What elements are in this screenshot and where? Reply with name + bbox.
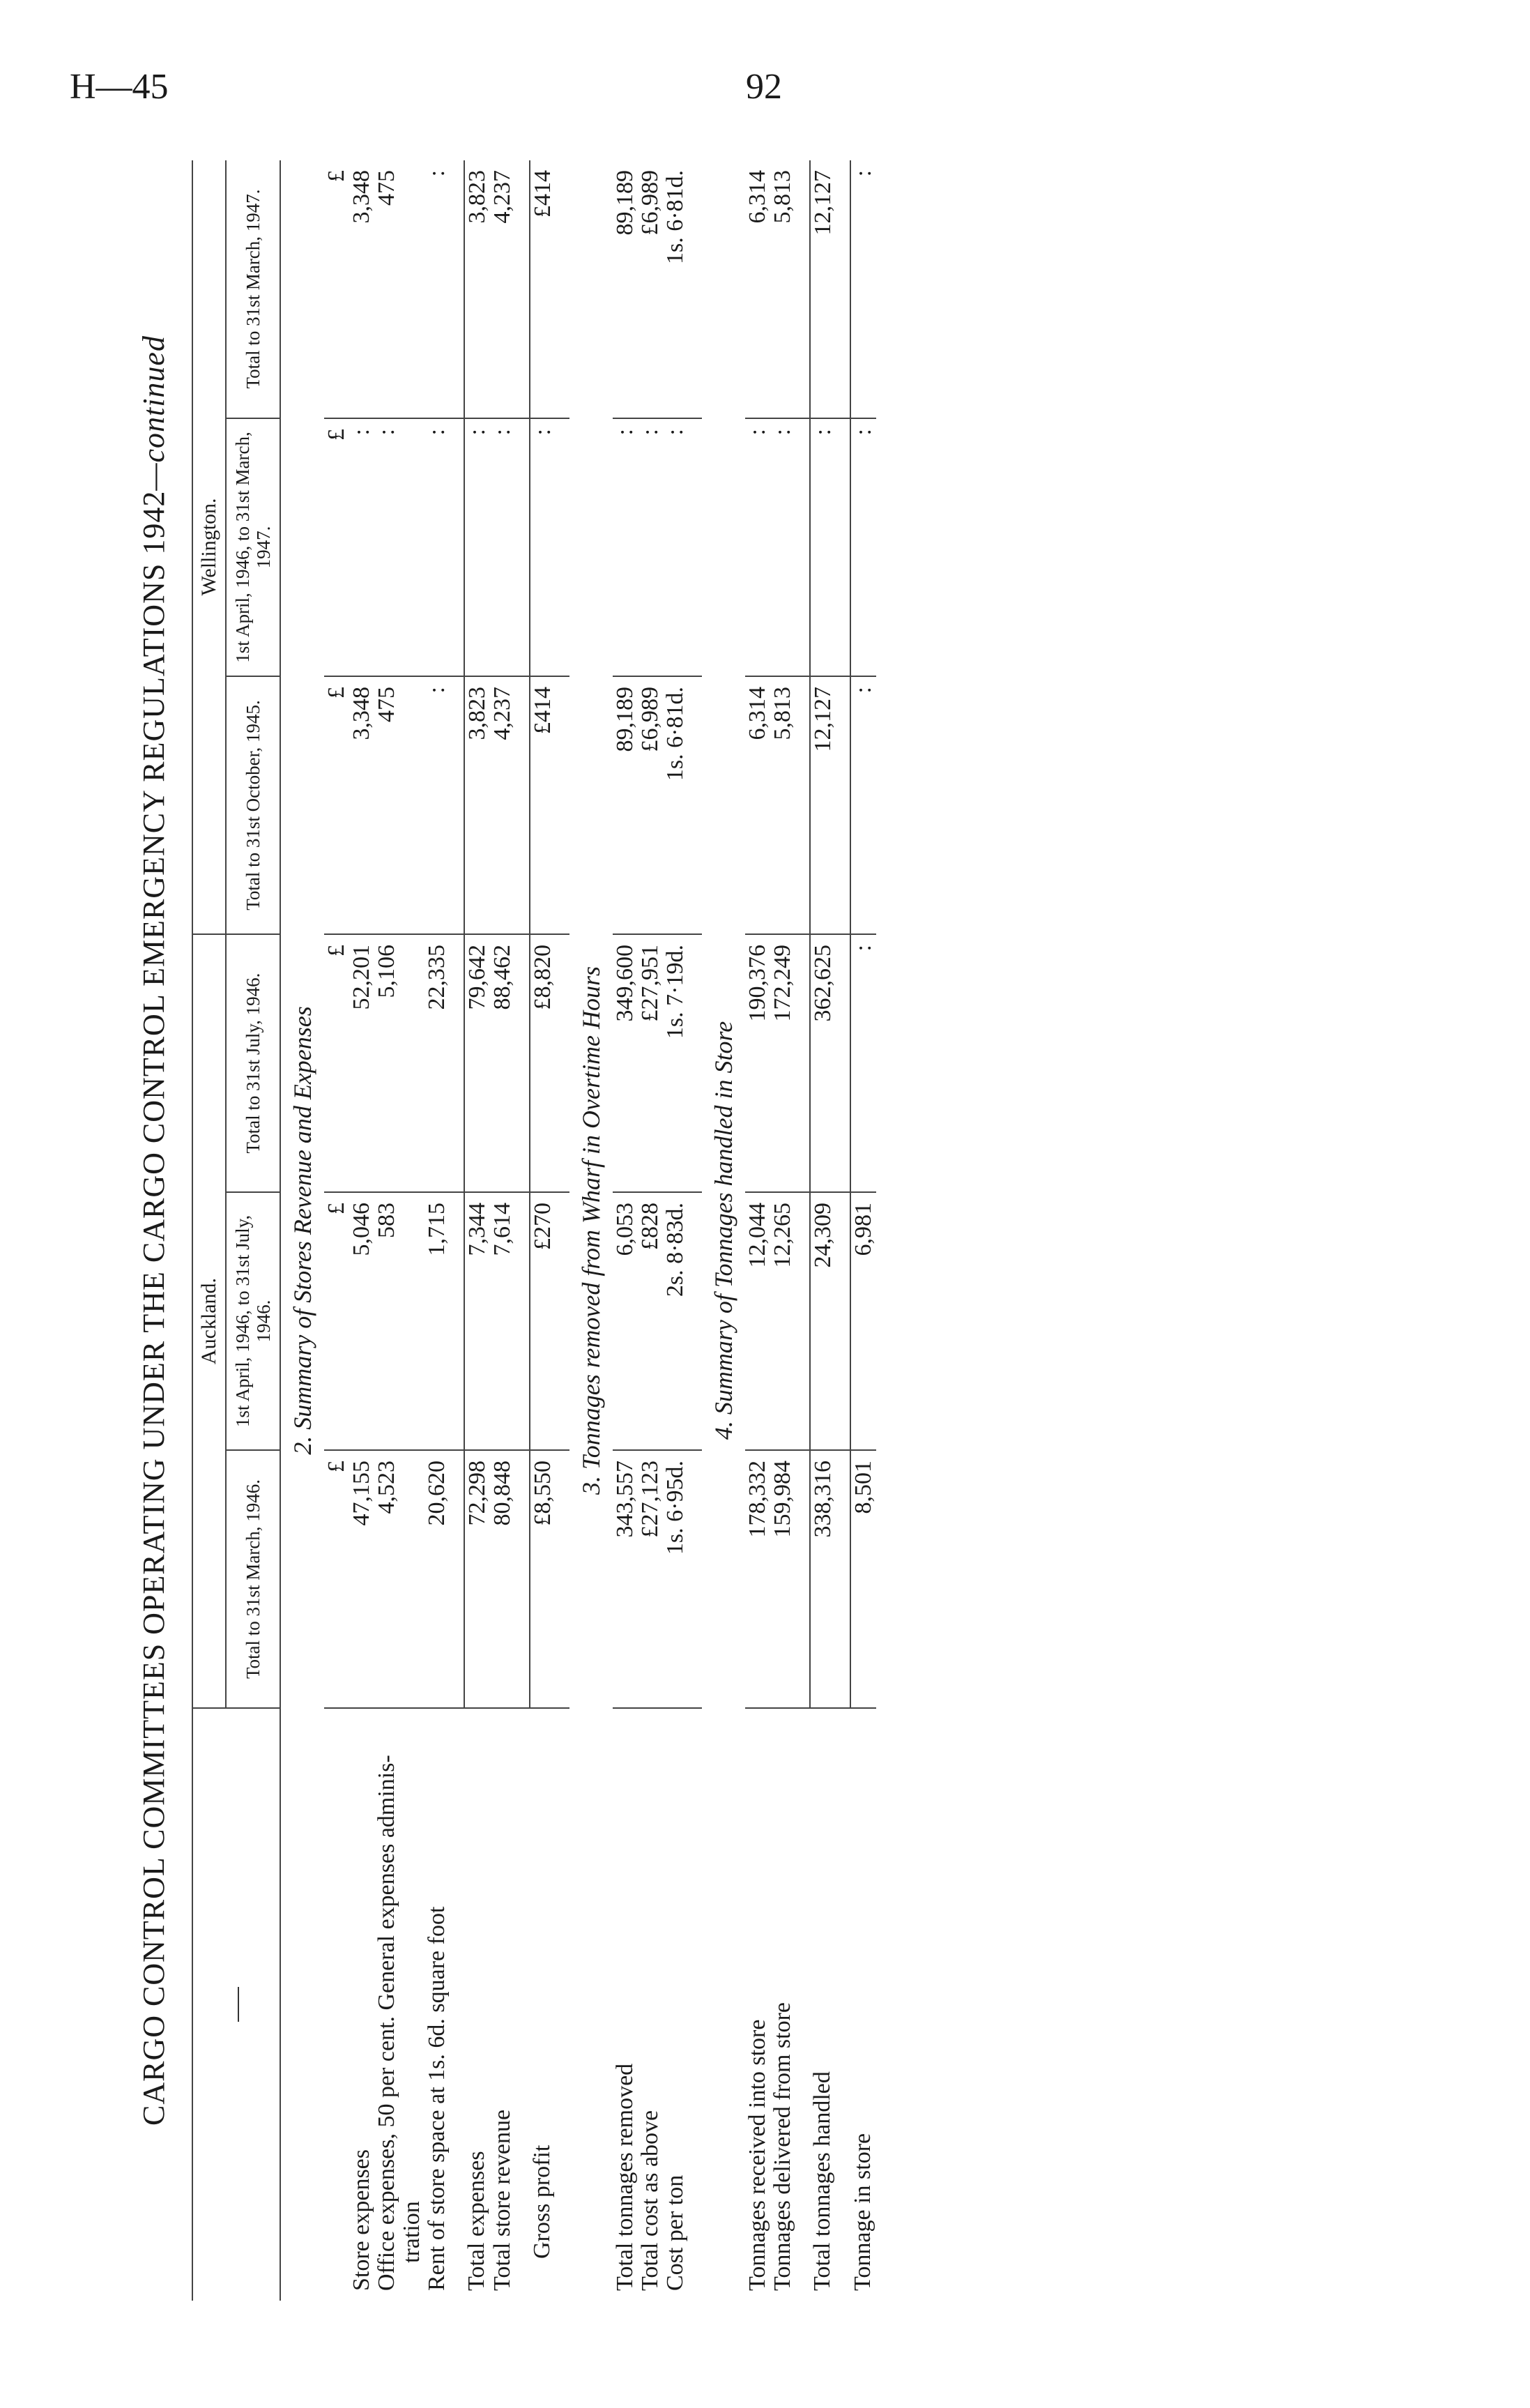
row-label-text: Tonnages received into store (744, 2019, 770, 2291)
value-cell: 583 (374, 1192, 424, 1450)
value-cell: : (613, 418, 638, 676)
row-label (613, 1708, 638, 2301)
spacer-cell (688, 934, 702, 1192)
spacer-cell (688, 1192, 702, 1450)
value-cell: 475 (374, 160, 424, 418)
section-heading-row (569, 160, 613, 2301)
value-cell: 4,523 (374, 1450, 424, 1708)
spacer-cell (450, 676, 464, 934)
section-heading: 4. Summary of Tonnages handled in Store (710, 1021, 737, 1440)
value-cell: 89,189 (613, 676, 638, 934)
spacer-row (450, 160, 464, 2301)
table-row (613, 160, 638, 2301)
value-cell: £27,123 (638, 1450, 663, 1708)
value-cell: : (850, 418, 876, 676)
value-cell: 178,332 (745, 1450, 770, 1708)
spacer-row (556, 160, 569, 2301)
row-label-text: Tonnage in store (850, 2133, 875, 2291)
row-label (349, 1708, 374, 2301)
value-cell: 5,046 (349, 1192, 374, 1450)
value-cell: 7,614 (490, 1192, 515, 1450)
value-cell: : (424, 418, 450, 676)
value-cell: 47,155 (349, 1450, 374, 1708)
value-cell: 1s. 6·95d. (663, 1450, 688, 1708)
spacer-cell (556, 1708, 569, 2301)
value-cell: £ (324, 676, 349, 934)
row-label-continuation: tration (399, 2201, 424, 2263)
value-cell: 3,823 (464, 676, 490, 934)
row-label (850, 1708, 876, 2301)
value-cell: £ (324, 934, 349, 1192)
value-cell: 20,620 (424, 1450, 450, 1708)
value-cell: 6,981 (850, 1192, 876, 1450)
spacer-cell (795, 1192, 810, 1450)
value-cell: 72,298 (464, 1450, 490, 1708)
table-body (280, 160, 876, 2301)
value-cell: : (663, 418, 688, 676)
spacer-cell (795, 1450, 810, 1708)
value-cell: 88,462 (490, 934, 515, 1192)
spacer-cell (515, 934, 530, 1192)
value-cell: : (770, 418, 795, 676)
value-cell: : (850, 934, 876, 1192)
spacer-cell (515, 1192, 530, 1450)
stub-header (192, 1708, 280, 2301)
section-heading-row (702, 160, 745, 2301)
value-cell: : (638, 418, 663, 676)
spacer-cell (836, 1450, 850, 1708)
value-cell: £ (324, 418, 349, 676)
value-cell: £6,989 (638, 160, 663, 418)
spacer-cell (556, 1192, 569, 1450)
row-label-text: Office expenses, 50 per cent. General expenses adminis- (374, 1755, 399, 2291)
table-row (638, 160, 663, 2301)
spacer-cell (450, 160, 464, 418)
value-cell: 7,344 (464, 1192, 490, 1450)
value-cell: 6,314 (745, 676, 770, 934)
value-cell: 89,189 (613, 160, 638, 418)
value-cell: 3,348 (349, 160, 374, 418)
col-header: Total to 31st March, 1947. (226, 160, 280, 418)
col-header: Total to 31st March, 1946. (226, 1450, 280, 1708)
spacer-cell (556, 676, 569, 934)
col-header: Total to 31st July, 1946. (226, 934, 280, 1192)
table-row (349, 160, 374, 2301)
spacer-cell (836, 160, 850, 418)
table-row (770, 160, 795, 2301)
spacer-cell (688, 676, 702, 934)
table-row (374, 160, 424, 2301)
value-cell: 159,984 (770, 1450, 795, 1708)
value-cell: : (490, 418, 515, 676)
table-row (324, 160, 349, 2301)
value-cell: : (464, 418, 490, 676)
row-label-text: Gross profit (529, 2144, 555, 2259)
spacer-cell (450, 1192, 464, 1450)
spacer-cell (836, 676, 850, 934)
spacer-row (688, 160, 702, 2301)
row-label (374, 1708, 424, 2301)
spacer-cell (836, 934, 850, 1192)
value-cell: 475 (374, 676, 424, 934)
title-text: CARGO CONTROL COMMITTEES OPERATING UNDER THE CARGO CONTROL EMERGENCY REGULATIONS 1942 (137, 490, 171, 2126)
value-cell: 3,348 (349, 676, 374, 934)
spacer-row (795, 160, 810, 2301)
spacer-cell (515, 676, 530, 934)
table-row (490, 160, 515, 2301)
spacer-cell (795, 676, 810, 934)
spacer-cell (515, 160, 530, 418)
row-label-text: Total store revenue (489, 2109, 515, 2291)
spacer-cell (688, 418, 702, 676)
row-label (424, 1708, 450, 2301)
spacer-cell (795, 1708, 810, 2301)
value-cell: : (424, 160, 450, 418)
value-cell: 1,715 (424, 1192, 450, 1450)
value-cell: £8,820 (530, 934, 556, 1192)
value-cell: 12,044 (745, 1192, 770, 1450)
section-heading: 2. Summary of Stores Revenue and Expenses (289, 1006, 316, 1455)
value-cell: 5,813 (770, 160, 795, 418)
value-cell: 338,316 (810, 1450, 836, 1708)
row-label (464, 1708, 490, 2301)
page-number: 92 (746, 67, 782, 107)
value-cell: : (810, 418, 836, 676)
value-cell: 8,501 (850, 1450, 876, 1708)
value-cell: £8,550 (530, 1450, 556, 1708)
value-cell: £ (324, 1450, 349, 1708)
spacer-cell (515, 1708, 530, 2301)
section-heading: 3. Tonnages removed from Wharf in Overtime Hours (577, 966, 605, 1495)
value-cell: 24,309 (810, 1192, 836, 1450)
value-cell: 2s. 8·83d. (663, 1192, 688, 1450)
spacer-cell (450, 418, 464, 676)
value-cell: : (850, 676, 876, 934)
value-cell: 12,127 (810, 160, 836, 418)
value-cell: £6,989 (638, 676, 663, 934)
value-cell: 6,314 (745, 160, 770, 418)
row-label-text: Cost per ton (662, 2174, 688, 2291)
spacer-cell (688, 160, 702, 418)
value-cell: 5,106 (374, 934, 424, 1192)
row-label (324, 1708, 349, 2301)
value-cell: 12,265 (770, 1192, 795, 1450)
value-cell: : (530, 418, 556, 676)
spacer-cell (556, 418, 569, 676)
value-cell: 5,813 (770, 676, 795, 934)
spacer-cell (556, 934, 569, 1192)
spacer-cell (556, 1450, 569, 1708)
table-row (850, 160, 876, 2301)
row-label-text: Total tonnages handled (809, 2071, 835, 2291)
table-row (663, 160, 688, 2301)
row-label (663, 1708, 688, 2301)
row-label-text: Total tonnages removed (612, 2063, 638, 2291)
row-label-text: Tonnages delivered from store (770, 2002, 795, 2291)
table-row (424, 160, 450, 2301)
value-cell: 362,625 (810, 934, 836, 1192)
group-auckland: Auckland. (192, 934, 226, 1708)
spacer-cell (515, 418, 530, 676)
value-cell: 4,237 (490, 676, 515, 934)
table-row (745, 160, 770, 2301)
value-cell: 1s. 6·81d. (663, 160, 688, 418)
value-cell: 22,335 (424, 934, 450, 1192)
value-cell: £414 (530, 160, 556, 418)
row-label (770, 1708, 795, 2301)
col-header: Total to 31st October, 1945. (226, 676, 280, 934)
spacer-cell (795, 418, 810, 676)
spacer-cell (836, 1708, 850, 2301)
spacer-cell (688, 1708, 702, 2301)
value-cell: : (374, 418, 424, 676)
value-cell: £27,951 (638, 934, 663, 1192)
row-label (490, 1708, 515, 2301)
group-wellington: Wellington. (192, 160, 226, 934)
value-cell: 80,848 (490, 1450, 515, 1708)
row-label-text: Store expenses (349, 2149, 374, 2291)
value-cell: £ (324, 160, 349, 418)
value-cell: £270 (530, 1192, 556, 1450)
table-row (464, 160, 490, 2301)
row-label (530, 1708, 556, 2301)
spacer-cell (795, 934, 810, 1192)
value-cell: 6,053 (613, 1192, 638, 1450)
spacer-cell (688, 1450, 702, 1708)
col-header: 1st April, 1946, to 31st March, 1947. (226, 418, 280, 676)
col-header: 1st April, 1946, to 31st July, 1946. (226, 1192, 280, 1450)
value-cell: 52,201 (349, 934, 374, 1192)
spacer-cell (556, 160, 569, 418)
cargo-control-table (192, 160, 876, 2301)
title-suffix: —continued (137, 335, 171, 491)
table-row (810, 160, 836, 2301)
row-label (745, 1708, 770, 2301)
rotated-page (129, 160, 1370, 2301)
value-cell: 343,557 (613, 1450, 638, 1708)
value-cell: 172,249 (770, 934, 795, 1192)
table-row (530, 160, 556, 2301)
document-reference: H—45 (70, 67, 169, 107)
row-label-text: Rent of store space at 1s. 6d. square foot (424, 1906, 450, 2291)
value-cell: : (850, 160, 876, 418)
value-cell: 349,600 (613, 934, 638, 1192)
spacer-row (836, 160, 850, 2301)
spacer-cell (836, 1192, 850, 1450)
value-cell: 12,127 (810, 676, 836, 934)
spacer-cell (450, 1450, 464, 1708)
value-cell: 1s. 6·81d. (663, 676, 688, 934)
row-label (638, 1708, 663, 2301)
value-cell: 4,237 (490, 160, 515, 418)
spacer-row (515, 160, 530, 2301)
spacer-cell (836, 418, 850, 676)
value-cell: 3,823 (464, 160, 490, 418)
value-cell: £828 (638, 1192, 663, 1450)
spacer-cell (450, 934, 464, 1192)
value-cell: : (424, 676, 450, 934)
value-cell: 190,376 (745, 934, 770, 1192)
spacer-cell (795, 160, 810, 418)
row-label-text: Total expenses (464, 2151, 489, 2291)
row-label-text: Total cost as above (637, 2110, 663, 2291)
page-title (136, 160, 171, 2301)
value-cell: £414 (530, 676, 556, 934)
value-cell: 79,642 (464, 934, 490, 1192)
value-cell: : (349, 418, 374, 676)
spacer-cell (450, 1708, 464, 2301)
spacer-cell (515, 1450, 530, 1708)
section-heading-row (280, 160, 324, 2301)
value-cell: £ (324, 1192, 349, 1450)
row-label (810, 1708, 836, 2301)
value-cell: 1s. 7·19d. (663, 934, 688, 1192)
value-cell: : (745, 418, 770, 676)
